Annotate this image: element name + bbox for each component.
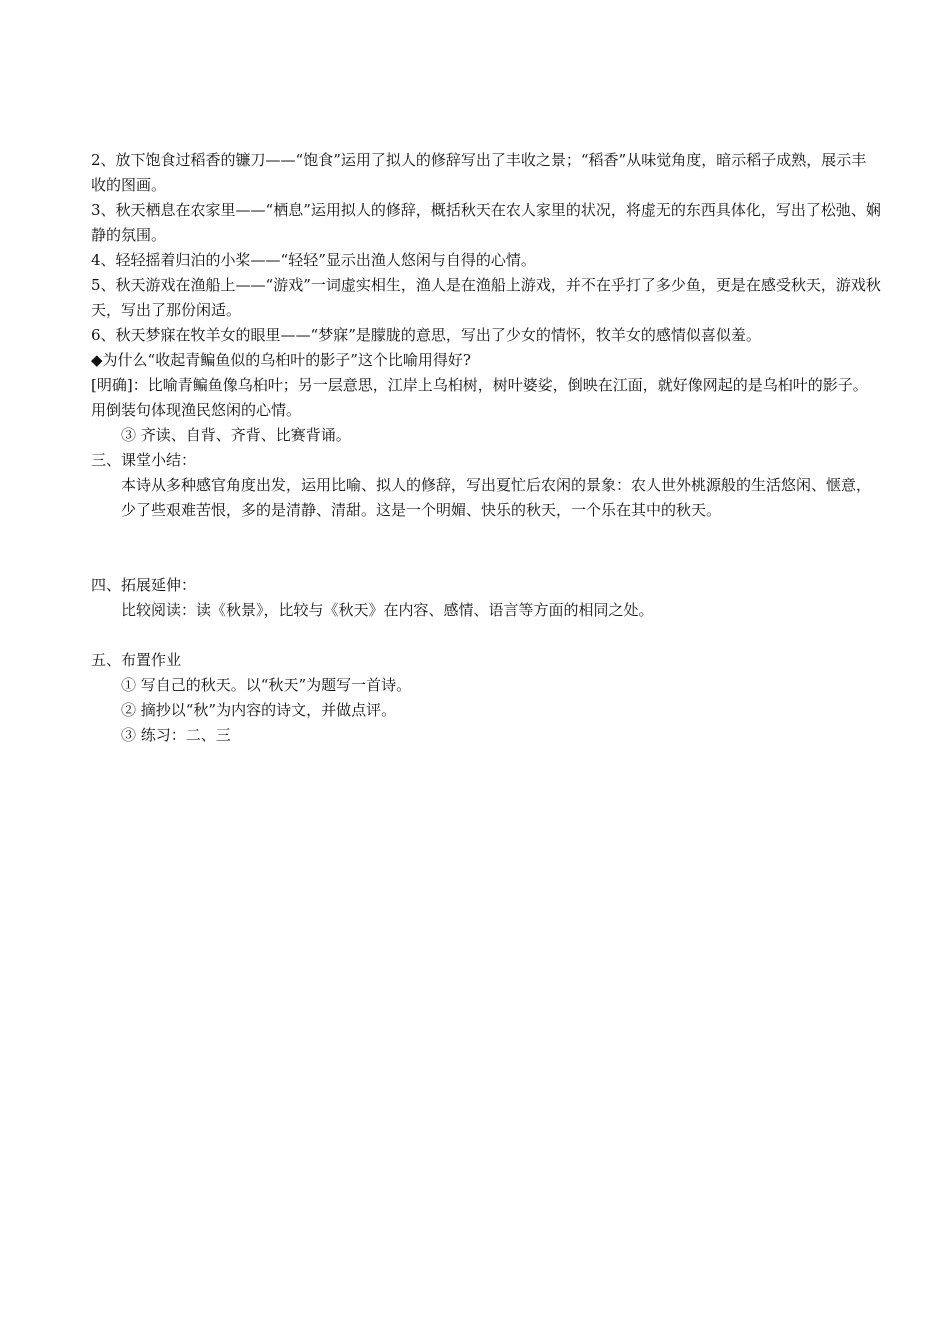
answer-paragraph: [明确]：比喻青鳊鱼像乌桕叶；另一层意思，江岸上乌桕树，树叶婆娑，倒映在江面，就好像网起的是乌桕叶的影子。用倒装句体现渔民悠闲的心情。 [91, 376, 868, 419]
paragraph-item-6: 6、秋天梦寐在牧羊女的眼里——“梦寐”是朦胧的意思，写出了少女的情怀，牧羊女的感情似喜似羞。 [91, 326, 761, 344]
section-heading-extension: 四、拓展延伸： [91, 576, 197, 594]
homework-item-2: ② 摘抄以“秋”为内容的诗文，并做点评。 [121, 701, 397, 719]
extension-paragraph: 比较阅读：读《秋景》，比较与《秋天》在内容、感情、语言等方面的相同之处。 [121, 601, 654, 619]
section-heading-homework: 五、布置作业 [91, 651, 182, 669]
spacer [91, 523, 881, 573]
recitation-paragraph: ③ 齐读、自背、齐背、比赛背诵。 [121, 426, 351, 444]
section-heading-summary: 三、课堂小结： [91, 451, 197, 469]
question-paragraph: ◆为什么“收起青鳊鱼似的乌桕叶的影子”这个比喻用得好? [91, 351, 471, 369]
paragraph-item-5: 5、秋天游戏在渔船上——“游戏”一词虚实相生，渔人是在渔船上游戏，并不在乎打了多少鱼，更是在感受秋天，游戏秋天，写出了那份闲适。 [91, 276, 881, 319]
paragraph-item-2: 2、放下饱食过稻香的镰刀——“饱食”运用了拟人的修辞写出了丰收之景；“稻香”从味觉角度，暗示稻子成熟，展示丰收的图画。 [91, 151, 867, 194]
homework-item-3: ③ 练习：二、三 [121, 726, 231, 744]
homework-item-1: ① 写自己的秋天。以“秋天”为题写一首诗。 [121, 676, 412, 694]
paragraph-item-4: 4、轻轻摇着归泊的小桨——“轻轻”显示出渔人悠闲与自得的心情。 [91, 251, 536, 269]
spacer [91, 623, 881, 648]
summary-paragraph: 本诗从多种感官角度出发，运用比喻、拟人的修辞，写出夏忙后农闲的景象：农人世外桃源般的生活悠闲、惬意，少了些艰难苦恨，多的是清静、清甜。这是一个明媚、快乐的秋天，一个乐在其中的秋天。 [121, 476, 872, 519]
document-body [91, 148, 881, 748]
paragraph-item-3: 3、秋天栖息在农家里——“栖息”运用拟人的修辞，概括秋天在农人家里的状况，将虚无的东西具体化，写出了松弛、娴静的氛围。 [91, 201, 881, 244]
